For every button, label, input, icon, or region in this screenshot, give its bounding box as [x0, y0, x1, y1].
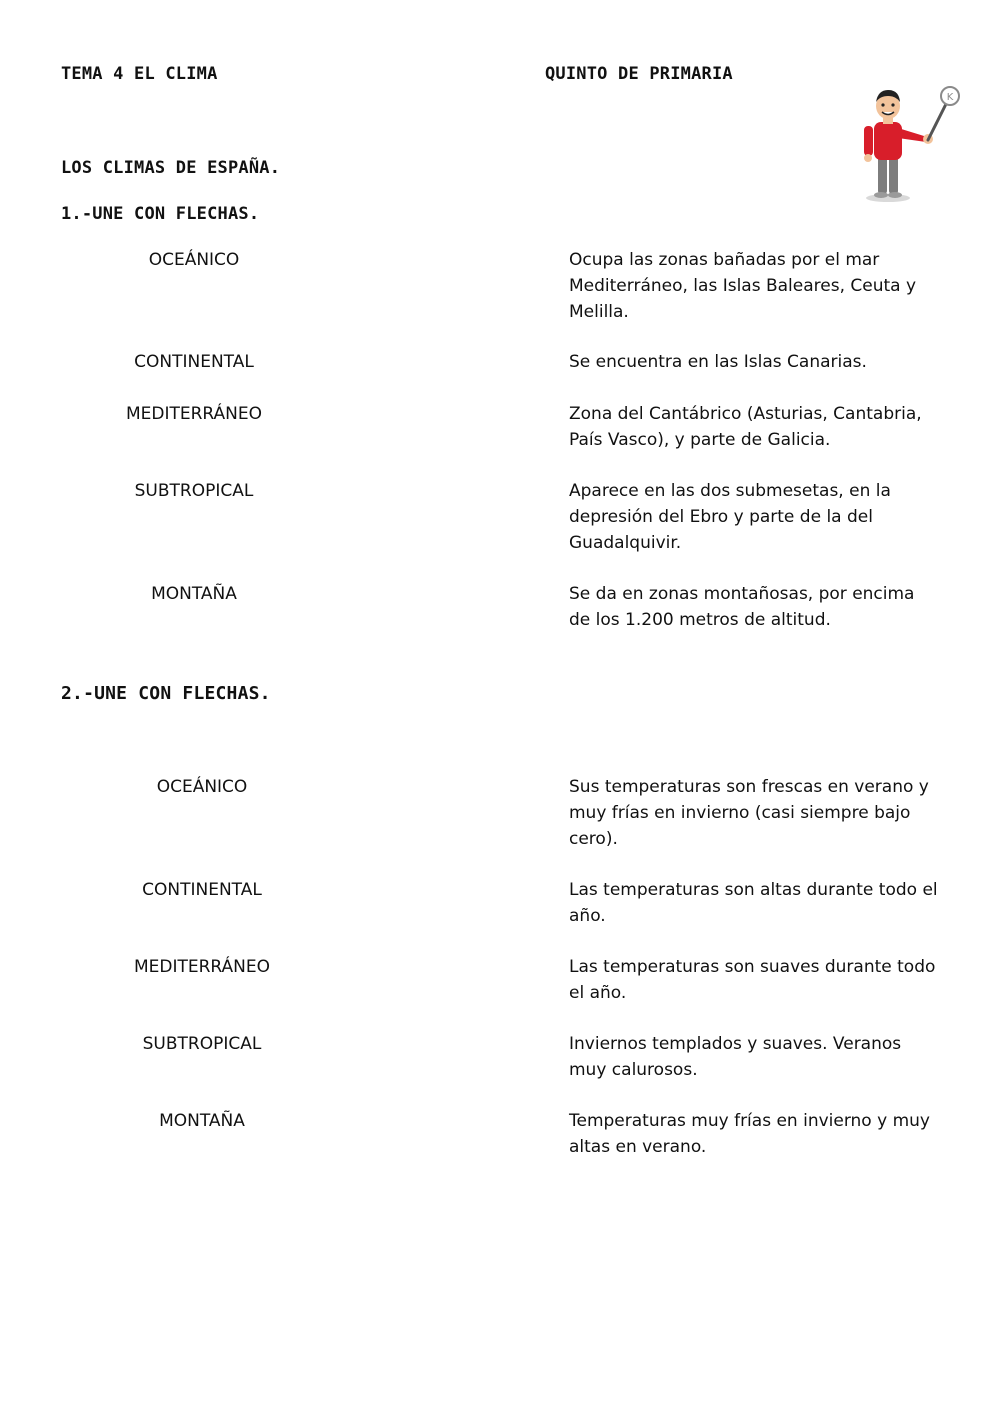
- ex1-term-continental: CONTINENTAL: [134, 352, 254, 372]
- ex2-term-oceanico: OCEÁNICO: [156, 777, 248, 797]
- worksheet-topic-title: TEMA 4 EL CLIMA: [61, 64, 218, 84]
- ex2-description-3: Las temperaturas son suaves durante todo el año.: [569, 957, 936, 1003]
- ex1-description-3: Zona del Cantábrico (Asturias, Cantabria, País Vasco), y parte de Galicia.: [569, 404, 922, 450]
- exercise-2-title: 2.-UNE CON FLECHAS.: [61, 683, 271, 704]
- ex2-term-montana: MONTAÑA: [159, 1111, 245, 1131]
- section-title: LOS CLIMAS DE ESPAÑA.: [61, 158, 281, 178]
- exercise-1-title: 1.-UNE CON FLECHAS.: [61, 204, 260, 224]
- ex1-description-4: Aparece en las dos submesetas, en la depresión del Ebro y parte de la del Guadalquivir.: [569, 481, 891, 553]
- ex1-description-5: Se da en zonas montañosas, por encima de los 1.200 metros de altitud.: [569, 584, 915, 630]
- ex1-description-2: Se encuentra en las Islas Canarias.: [569, 352, 867, 372]
- ex2-term-subtropical: SUBTROPICAL: [142, 1034, 262, 1054]
- svg-text:K: K: [946, 92, 954, 103]
- ex1-term-mediterraneo: MEDITERRÁNEO: [125, 404, 263, 424]
- ex2-description-1: Sus temperaturas son frescas en verano y muy frías en invierno (casi siempre bajo cero).: [569, 777, 929, 849]
- ex2-term-continental: CONTINENTAL: [142, 880, 262, 900]
- ex1-description-1: Ocupa las zonas bañadas por el mar Mediterráneo, las Islas Baleares, Ceuta y Melilla.: [569, 250, 917, 322]
- teacher-avatar-icon: [852, 84, 972, 204]
- ex2-term-mediterraneo: MEDITERRÁNEO: [133, 957, 271, 977]
- worksheet-grade-title: QUINTO DE PRIMARIA: [545, 64, 733, 84]
- ex2-description-2: Las temperaturas son altas durante todo el año.: [569, 880, 938, 926]
- ex2-description-4: Inviernos templados y suaves. Veranos muy calurosos.: [569, 1034, 902, 1080]
- ex1-term-montana: MONTAÑA: [151, 584, 237, 604]
- ex1-term-subtropical: SUBTROPICAL: [134, 481, 254, 501]
- ex1-term-oceanico: OCEÁNICO: [148, 250, 240, 270]
- ex2-description-5: Temperaturas muy frías en invierno y muy altas en verano.: [569, 1111, 930, 1157]
